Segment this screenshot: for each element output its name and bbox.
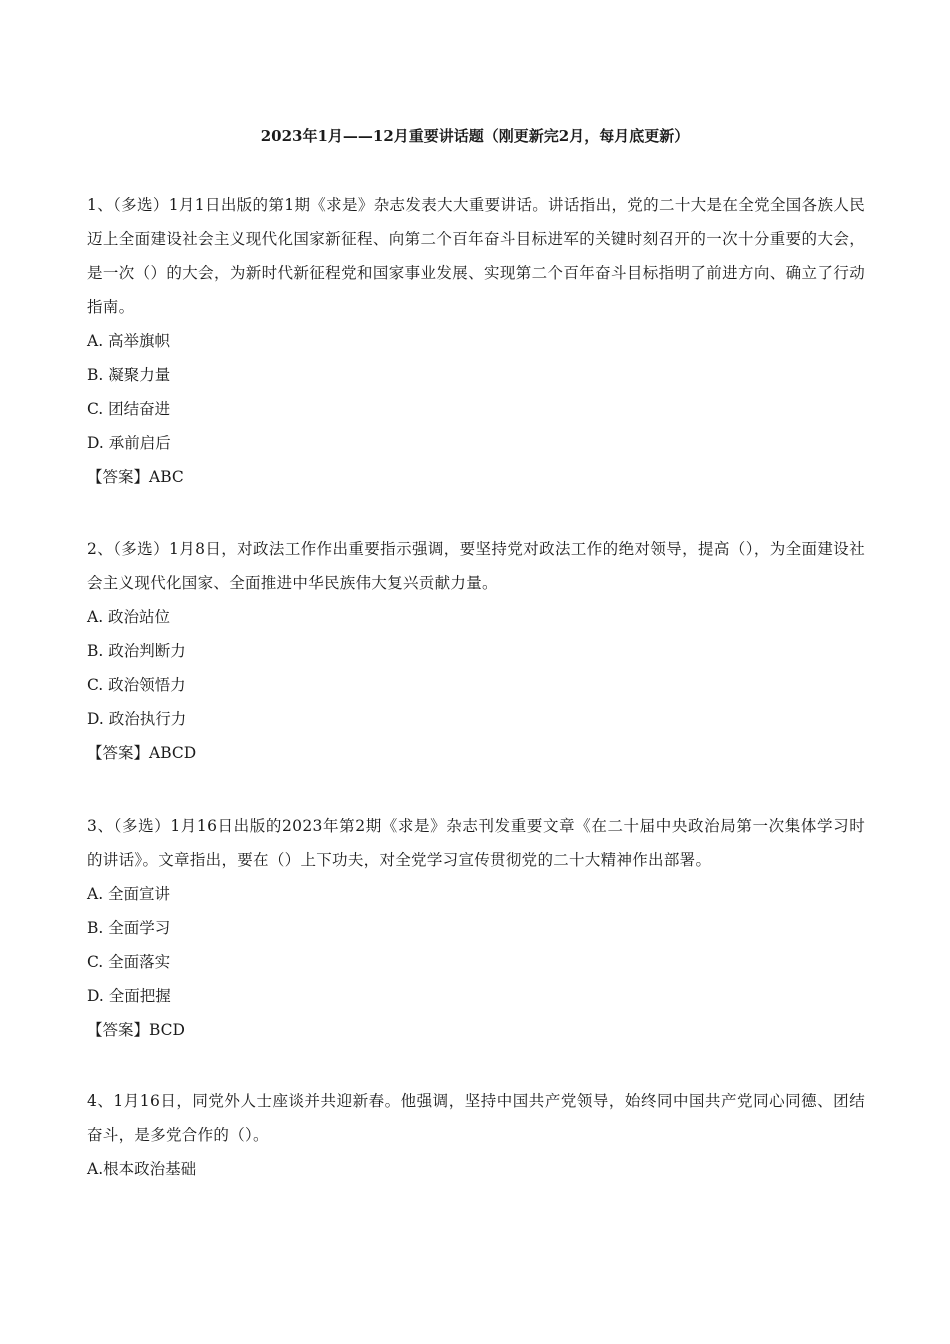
option-b: B. 全面学习 [87,919,171,937]
question-2 [87,532,865,770]
question-3 [87,809,865,1047]
option-c: C. 团结奋进 [87,400,171,418]
option-a: A. 高举旗帜 [87,332,171,350]
answer: 【答案】BCD [87,1021,185,1039]
option-c: C. 政治领悟力 [87,676,186,694]
option-a: A. 全面宣讲 [87,885,171,903]
question-stem: 1、（多选）1月1日出版的第1期《求是》杂志发表大大重要讲话。讲话指出，党的二十大是在全党全国各族人民迈上全面建设社会主义现代化国家新征程、向第二个百年奋斗目标进军的关键时刻召开的一次十分重要的大会，是一次（）的大会，为新时代新征程党和国家事业发展、实现第二个百年奋斗目标指明了前进方向、确立了行动指南。 [87,196,865,316]
option-d: D. 承前启后 [87,434,171,452]
question-stem: 3、（多选）1月16日出版的2023年第2期《求是》杂志刊发重要文章《在二十届中央政治局第一次集体学习时的讲话》。文章指出，要在（）上下功夫，对全党学习宣传贯彻党的二十大精神作出部署。 [87,817,865,869]
option-a: A. 政治站位 [87,608,171,626]
question-4 [87,1084,865,1186]
option-d: D. 政治执行力 [87,710,187,728]
question-stem: 2、（多选）1月8日，对政法工作作出重要指示强调，要坚持党对政法工作的绝对领导，提高（），为全面建设社会主义现代化国家、全面推进中华民族伟大复兴贡献力量。 [87,540,865,592]
question-1 [87,188,865,494]
answer: 【答案】ABC [87,468,184,486]
option-d: D. 全面把握 [87,987,171,1005]
document-title: 2023年1月——12月重要讲话题（刚更新完2月，每月底更新） [260,127,690,145]
option-b: B. 政治判断力 [87,642,186,660]
answer: 【答案】ABCD [87,744,197,762]
question-stem: 4、1月16日，同党外人士座谈并共迎新春。他强调，坚持中国共产党领导，始终同中国共产党同心同德、团结奋斗，是多党合作的（）。 [87,1092,865,1144]
option-a: A.根本政治基础 [87,1160,197,1178]
option-b: B. 凝聚力量 [87,366,171,384]
option-c: C. 全面落实 [87,953,171,971]
